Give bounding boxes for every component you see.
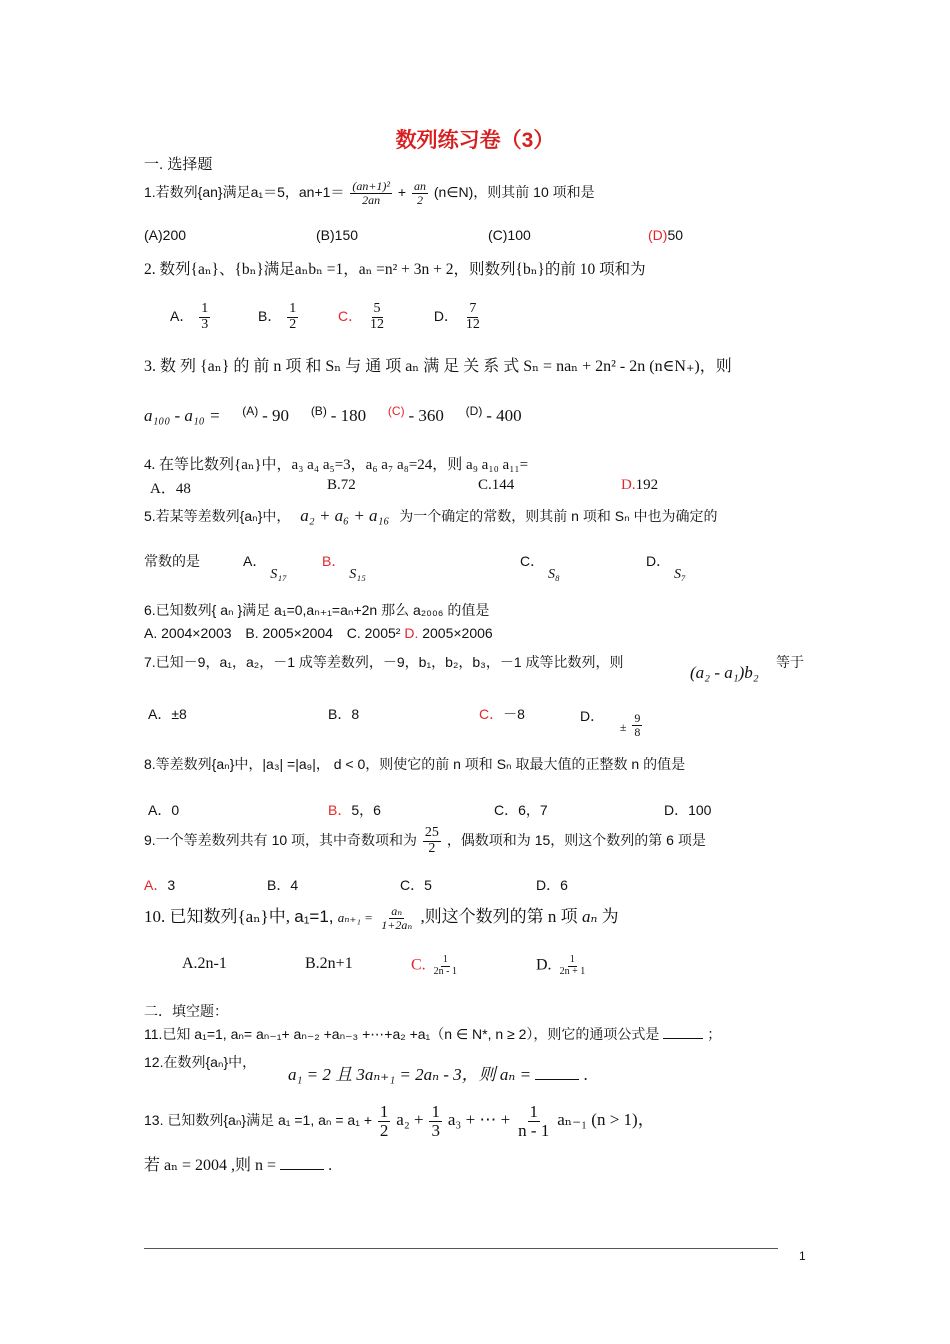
q10-c-num: 1: [442, 954, 448, 965]
question-2: 2. 数列{aₙ}、{bₙ}满足aₙbₙ =1，aₙ =n² + 3n + 2，则数列{bₙ}的前 10 项和为: [144, 261, 646, 278]
q2-option-c-frac: [368, 302, 386, 332]
q4-option-b: B.72: [327, 477, 356, 493]
footer-divider: [144, 1248, 778, 1249]
q5-stem-3: 常数的是: [144, 553, 200, 569]
q9-option-d: D．6: [536, 877, 568, 893]
q10-option-d-label: D.: [536, 956, 552, 974]
q1-fraction-2: [412, 180, 428, 206]
q6-option-d-letter: D.: [404, 625, 419, 641]
q10-lhs: aₙ₊₁ =: [337, 910, 373, 925]
q2-option-d: D．: [433, 307, 458, 324]
question-9: [144, 826, 706, 856]
q2-option-b-frac: [287, 302, 298, 332]
q9-option-a-value: 3: [167, 877, 176, 893]
q10-option-d-frac: [558, 955, 588, 977]
q10-option-c: [411, 955, 461, 977]
q6-option-c: C. 2005²: [346, 625, 401, 641]
q8-option-c: C．6，7: [494, 802, 548, 818]
q12-tail: .: [583, 1065, 588, 1084]
q6-option-d-value: 2005×2006: [422, 625, 493, 641]
q9-fraction: [423, 826, 441, 856]
q10-a1: a₁=1,: [294, 907, 334, 926]
q10-an: aₙ: [581, 907, 598, 926]
q1-option-d-value: 50: [667, 227, 684, 243]
question-6: 6.已知数列{ aₙ }满足 a₁=0,aₙ₊₁=aₙ+2n 那么 a₂₀₀₆ 的值是: [144, 602, 490, 618]
q11-stem: 11.已知 a₁=1, aₙ= aₙ₋₁+ aₙ₋₂ +aₙ₋₃ +⋯+a₂ +a₁（n ∈ N*, n ≥ 2），则它的通项公式是: [144, 1026, 660, 1042]
q7-option-c-letter: C．: [479, 706, 504, 722]
q3-option-b-label: (B): [310, 404, 327, 418]
q5-option-b: [322, 551, 366, 582]
q7-expression: (a₂ - a₁)b₂: [690, 663, 759, 682]
q7-option-c: [479, 704, 525, 724]
q4-option-a: A．48: [150, 481, 191, 497]
question-1: [144, 180, 595, 206]
q7-option-d-label: D．: [580, 707, 605, 724]
q5-option-c-label: C．: [520, 553, 545, 569]
q9-option-a: [144, 875, 175, 895]
q3-option-b-value: - 180: [330, 406, 367, 425]
q10-c-den: 2n - 1: [433, 965, 458, 977]
q5-option-b-label: B．: [322, 553, 346, 569]
q7-option-a: A．±8: [148, 706, 187, 722]
q10-option-b: B.2n+1: [305, 955, 353, 972]
q1-option-c: (C)100: [488, 227, 531, 243]
q12-answer-blank[interactable]: [535, 1065, 579, 1080]
q3-option-d-value: - 400: [486, 406, 522, 425]
q9-option-c: C．5: [400, 877, 432, 893]
q8-option-b-letter: B．: [328, 802, 352, 818]
q13-t2-num: 1: [431, 1102, 440, 1121]
q3-expression-row: [144, 404, 522, 426]
q10-stem-3: 为: [601, 907, 619, 926]
q1-plus: +: [397, 183, 407, 200]
q2-d-den: 12: [465, 316, 480, 332]
q9-option-a-letter: A．: [144, 877, 168, 893]
q1-stem: 1.若数列{an}满足a₁＝5，an+1＝: [144, 183, 345, 200]
q7-tail: 等于: [776, 654, 804, 670]
q2-b-num: 1: [289, 301, 297, 316]
q13-term-2-var: a₃ + ⋯ +: [447, 1110, 511, 1130]
question-4: 4. 在等比数列{aₙ}中，a₃ a₄ a₅=3，a₆ a₇ a₈=24，则 a₉ a₁₀ a₁₁=: [144, 457, 529, 473]
q7-option-d-frac: [632, 712, 642, 738]
q12-expression-row: [288, 1060, 588, 1085]
q13-line-2: [144, 1152, 332, 1175]
q1-option-d: [648, 227, 683, 243]
q3-option-d-label: (D): [465, 404, 483, 418]
q13-term-3-frac: [516, 1103, 551, 1140]
q13-term-3-var: aₙ₋₁ (n > 1)，: [557, 1110, 655, 1130]
q2-options: [170, 302, 484, 332]
q7-d-den: 8: [634, 724, 641, 739]
q7-option-c-value: －8: [503, 706, 525, 722]
q7-option-d: [580, 704, 644, 739]
q12-stem: 12.在数列{aₙ}中，: [144, 1054, 257, 1070]
q7-option-b: B．8: [328, 706, 360, 722]
q3-option-a-label: (A): [242, 404, 259, 418]
question-8: 8.等差数列{aₙ}中，|a₃| =|a₉|， d < 0，则使它的前 n 项和 Sₙ 取最大值的正整数 n 的值是: [144, 756, 686, 772]
q13-t2-den: 3: [431, 1120, 440, 1140]
q8-option-a: A．0: [148, 802, 180, 818]
q5-expression: a₂ + a₆ + a₁₆: [300, 506, 390, 525]
q5-option-d-value: S₇: [674, 567, 686, 582]
q4-option-c: C.144: [478, 477, 515, 493]
q5-stem-1: 5.若某等差数列{aₙ}中，: [144, 508, 291, 524]
section-heading-choice: 一. 选择题: [144, 156, 213, 173]
section-heading-fill: 二．填空题：: [144, 1003, 228, 1019]
q13-term-1-var: a₂ +: [396, 1110, 424, 1130]
q9-stem-1: 9.一个等差数列共有 10 项，其中奇数项和为: [144, 831, 418, 848]
q10-frac-num: aₙ: [391, 904, 403, 918]
q3-option-c-value: - 360: [408, 406, 444, 425]
q5-option-c-value: S₈: [548, 567, 560, 582]
q8-option-b-value: 5，6: [351, 802, 381, 818]
q5-option-c: [520, 551, 560, 582]
q6-options: [144, 625, 493, 641]
q5-option-a-label: A．: [243, 553, 267, 569]
q9-stem-2: ，偶数项和为 15，则这个数列的第 6 项是: [446, 831, 706, 848]
q13-condition: 若 aₙ = 2004 ,则 n =: [144, 1157, 277, 1174]
q8-option-b: [328, 800, 381, 820]
q1-frac1-den: 2an: [362, 192, 381, 207]
q13-tail: .: [328, 1157, 333, 1174]
q5-option-b-value: S₁₅: [349, 567, 366, 582]
question-12: [144, 1052, 256, 1072]
q1-frac2-num: an: [413, 179, 426, 193]
q13-answer-blank[interactable]: [280, 1155, 324, 1170]
q10-stem-2: ,则这个数列的第 n 项: [420, 907, 578, 926]
q3-expression: a₁₀₀ - a₁₀ =: [144, 406, 221, 425]
q5-option-a: [243, 551, 287, 582]
q13-stem: 13. 已知数列{aₙ}满足 a₁ =1, aₙ = a₁ +: [144, 1112, 372, 1129]
q12-expression: a₁ = 2 且 3aₙ₊₁ = 2aₙ - 3，则 aₙ =: [288, 1065, 532, 1084]
q6-option-a: A. 2004×2003: [144, 625, 232, 641]
q1-frac1-num: (an+1)²: [352, 179, 391, 193]
q9-frac-den: 2: [428, 840, 436, 856]
q9-frac-num: 25: [424, 825, 439, 840]
q4-option-d-value: 192: [635, 477, 659, 493]
page-number: 1: [799, 1249, 806, 1263]
q10-stem-1: 10. 已知数列{aₙ}中,: [144, 907, 290, 926]
q3-option-a-value: - 90: [262, 406, 290, 425]
q5-stem-2: 为一个确定的常数，则其前 n 项和 Sₙ 中也为确定的: [399, 508, 718, 524]
q2-c-den: 12: [370, 316, 385, 332]
q10-option-d: [536, 955, 589, 977]
q1-tail: (n∈N)，则其前 10 项和是: [433, 183, 595, 200]
q8-option-d: D．100: [664, 802, 712, 818]
q13-t3-num: 1: [529, 1102, 538, 1121]
q10-fraction: [379, 905, 414, 931]
q5-option-d-label: D．: [646, 553, 671, 569]
question-10: [144, 902, 619, 931]
q4-option-d-letter: D.: [621, 477, 636, 493]
q10-frac-den: 1+2aₙ: [381, 917, 413, 932]
q9-option-b: B．4: [267, 877, 299, 893]
q2-a-den: 3: [201, 316, 209, 332]
q10-d-num: 1: [569, 954, 575, 965]
q3-option-c-label: (C): [387, 404, 405, 418]
q2-option-d-frac: [464, 302, 482, 332]
question-13: [144, 1103, 655, 1140]
question-5: [144, 506, 718, 526]
q6-option-b: B. 2005×2004: [245, 625, 333, 641]
q11-answer-blank[interactable]: [663, 1024, 703, 1039]
q2-option-a: A．: [170, 307, 194, 324]
q10-d-den: 2n + 1: [559, 965, 586, 977]
q7-option-d-pm: ±: [619, 719, 627, 734]
q2-a-num: 1: [201, 301, 209, 316]
q13-t3-den: n - 1: [518, 1120, 550, 1140]
q2-b-den: 2: [289, 316, 297, 332]
q1-frac2-den: 2: [416, 192, 423, 207]
q10-option-c-frac: [432, 955, 459, 977]
q1-option-a: (A)200: [144, 227, 187, 243]
q11-tail: ；: [707, 1026, 722, 1042]
q13-term-1-frac: [378, 1103, 391, 1140]
q10-option-c-label: C.: [411, 956, 426, 974]
q1-option-d-letter: (D): [648, 227, 668, 243]
question-7: 7.已知－9，a₁，a₂，－1 成等差数列，－9，b₁，b₂，b₃，－1 成等比数列，则: [144, 654, 624, 670]
q2-d-num: 7: [469, 301, 477, 316]
page-title: 数列练习卷（3）: [395, 129, 555, 152]
q10-option-a: A.2n-1: [182, 955, 227, 972]
q13-t1-den: 2: [379, 1120, 389, 1140]
q4-option-d: [621, 477, 658, 494]
q5-option-a-value: S₁₇: [270, 567, 287, 582]
q2-option-a-frac: [199, 302, 210, 332]
q13-term-2-frac: [429, 1103, 442, 1140]
q13-t1-num: 1: [379, 1102, 389, 1121]
q2-option-c: C．: [338, 307, 363, 324]
question-11: [144, 1024, 721, 1044]
q5-option-d: [646, 551, 686, 582]
q1-option-b: (B)150: [316, 227, 359, 243]
q1-fraction-1: [350, 180, 392, 206]
q2-c-num: 5: [373, 301, 381, 316]
q7-d-num: 9: [634, 711, 641, 725]
question-3: 3. 数 列 {aₙ} 的 前 n 项 和 Sₙ 与 通 项 aₙ 满 足 关 系 式 Sₙ = naₙ + 2n² - 2n (n∈N₊)，则: [144, 358, 732, 375]
q2-option-b: B．: [258, 307, 282, 324]
